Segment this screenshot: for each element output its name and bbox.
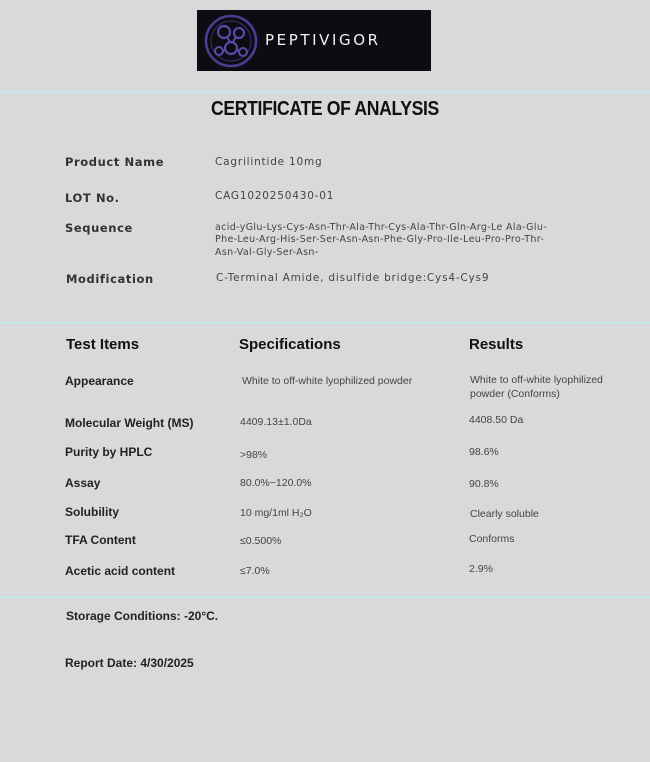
result-value: Clearly soluble bbox=[470, 508, 539, 520]
test-item: Appearance bbox=[65, 374, 134, 388]
spec-value: >98% bbox=[240, 449, 268, 461]
document-title: CERTIFICATE OF ANALYSIS bbox=[211, 98, 439, 120]
test-item: Molecular Weight (MS) bbox=[65, 416, 194, 430]
storage-conditions: Storage Conditions: -20°C. bbox=[66, 609, 219, 623]
test-item: Purity by HPLC bbox=[65, 445, 153, 459]
test-item: Acetic acid content bbox=[65, 564, 176, 578]
molecule-logo-icon bbox=[202, 12, 260, 70]
lot-label: LOT No. bbox=[65, 191, 120, 205]
header-results: Results bbox=[469, 336, 524, 353]
result-value: 4408.50 Da bbox=[469, 414, 524, 426]
product-name-value: Cagrilintide 10mg bbox=[215, 156, 323, 168]
test-item: Assay bbox=[65, 476, 101, 490]
spec-value: ≤0.500% bbox=[240, 535, 282, 547]
brand-logo bbox=[197, 10, 431, 71]
product-name-label: Product Name bbox=[65, 155, 165, 169]
spec-value: ≤7.0% bbox=[240, 565, 270, 577]
sequence-line: Phe-Leu-Arg-His-Ser-Ser-Asn-Asn-Phe-Gly-Pro-Ile-Leu-Pro-Pro-Thr- bbox=[215, 234, 545, 246]
header-specifications: Specifications bbox=[239, 336, 341, 353]
spec-value: 80.0%~120.0% bbox=[240, 477, 312, 489]
modification-value: C-Terminal Amide, disulfide bridge:Cys4-Cys9 bbox=[216, 272, 490, 284]
result-value: White to off-white lyophilized powder (Conforms) bbox=[470, 374, 603, 400]
result-value: 98.6% bbox=[469, 446, 499, 458]
spec-value: White to off-white lyophilized powder bbox=[242, 375, 413, 387]
divider bbox=[0, 322, 650, 324]
test-item: TFA Content bbox=[65, 533, 136, 547]
test-item: Solubility bbox=[65, 505, 119, 519]
report-date: Report Date: 4/30/2025 bbox=[65, 656, 194, 670]
sequence-label: Sequence bbox=[65, 221, 133, 235]
spec-value: 4409.13±1.0Da bbox=[240, 416, 312, 428]
lot-value: CAG1020250430-01 bbox=[215, 190, 335, 202]
result-value: Conforms bbox=[469, 533, 515, 545]
sequence-line: Asn-Val-Gly-Ser-Asn- bbox=[215, 246, 319, 258]
modification-label: Modification bbox=[66, 272, 154, 286]
spec-value: 10 mg/1ml H₂O bbox=[240, 507, 312, 519]
result-value: 2.9% bbox=[469, 563, 493, 575]
brand-name: PEPTIVIGOR bbox=[265, 31, 381, 49]
header-test-items: Test Items bbox=[66, 336, 140, 353]
result-value: 90.8% bbox=[469, 478, 499, 490]
divider bbox=[0, 91, 650, 93]
sequence-line: acid-yGlu-Lys-Cys-Asn-Thr-Ala-Thr-Cys-Ala-Thr-Gln-Arg-Le Ala-Glu- bbox=[215, 222, 548, 233]
divider bbox=[0, 596, 650, 598]
sequence-value bbox=[215, 222, 605, 259]
